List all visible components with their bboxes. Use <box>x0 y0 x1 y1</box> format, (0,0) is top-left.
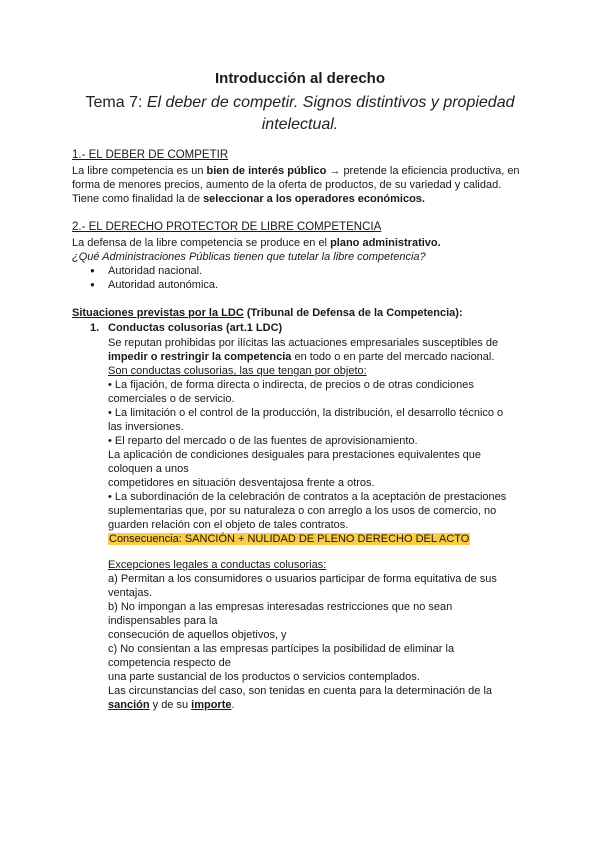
consequence-line <box>108 532 470 546</box>
exception-line: indispensables para la <box>108 615 218 627</box>
section2-line1: La defensa de la libre competencia se produce en el plano administrativo. <box>72 237 441 249</box>
document-title: Introducción al derecho <box>214 70 386 87</box>
section2-heading: 2.- EL DERECHO PROTECTOR DE LIBRE COMPETENCIA <box>72 221 382 233</box>
item-title: Conductas colusorias (art.1 LDC) <box>108 322 283 334</box>
exception-line: consecución de aquellos objetivos, y <box>108 629 287 641</box>
exception-line: b) No impongan a las empresas interesadas restricciones que no sean <box>108 601 453 613</box>
bullet-line: comerciales o de servicio. <box>108 393 235 405</box>
bullet-line: La aplicación de condiciones desiguales para prestaciones equivalentes que <box>108 449 482 461</box>
list-item: ● Autoridad nacional. <box>108 264 202 278</box>
bullet-line: coloquen a unos <box>108 463 189 475</box>
document-subtitle <box>60 92 540 136</box>
consequence-highlight: Consecuencia: SANCIÓN + NULIDAD DE PLENO DERECHO DEL ACTO <box>109 533 470 545</box>
subtitle-italic-2: intelectual. <box>261 116 339 133</box>
section1-line3: Tiene como finalidad la de seleccionar a los operadores económicos. <box>72 193 425 205</box>
section2-question: ¿Qué Administraciones Públicas tienen que tutelar la libre competencia? <box>72 251 426 263</box>
bullet-line: las inversiones. <box>108 421 184 433</box>
section1-line1: La libre competencia es un bien de interés público → pretende la eficiencia productiva, en <box>72 165 520 177</box>
subtitle-prefix: Tema 7: <box>85 94 147 111</box>
section1-heading: 1.- EL DEBER DE COMPETIR <box>72 149 229 161</box>
bullet-line: guarden relación con el objeto de tales contratos. <box>108 519 349 531</box>
section3-heading: Situaciones previstas por la LDC (Tribunal de Defensa de la Competencia): <box>72 307 463 319</box>
section1-line2: forma de menores precios, aumento de la oferta de productos, de su variedad y calidad. <box>72 179 502 191</box>
para-line: Se reputan prohibidas por ilícitas las actuaciones empresariales susceptibles de <box>108 337 499 349</box>
exception-line: c) No consientan a las empresas partícipes la posibilidad de eliminar la <box>108 643 455 655</box>
bullet-line: competidores en situación desventajosa frente a otros. <box>108 477 375 489</box>
exceptions-heading: Excepciones legales a conductas colusorias: <box>108 559 327 571</box>
bullet-line: suplementarias que, por su naturaleza o con arreglo a los usos de comercio, no <box>108 505 497 517</box>
bullet-line: • El reparto del mercado o de las fuentes de aprovisionamiento. <box>108 435 418 447</box>
item-number: 1. <box>90 322 100 334</box>
final-line: Las circunstancias del caso, son tenidas en cuenta para la determinación de la <box>108 685 493 697</box>
subtitle-italic-1: El deber de competir. Signos distintivos y propiedad <box>146 94 515 111</box>
bullet-line: • La fijación, de forma directa o indirecta, de precios o de otras condiciones <box>108 379 474 391</box>
para-line: impedir o restringir la competencia en todo o en parte del mercado nacional. <box>108 351 495 363</box>
exception-line: competencia respecto de <box>108 657 231 669</box>
exception-line: ventajas. <box>108 587 153 599</box>
bullet-line: • La limitación o el control de la producción, la distribución, el desarrollo técnico o <box>108 407 504 419</box>
bullet-line: • La subordinación de la celebración de contratos a la aceptación de prestaciones <box>108 491 507 503</box>
list-item: ● Autoridad autonómica. <box>108 278 218 292</box>
para-line: Son conductas colusorias, las que tengan por objeto: <box>108 365 367 377</box>
exception-line: a) Permitan a los consumidores o usuarios participar de forma equitativa de sus <box>108 573 497 585</box>
exception-line: una parte sustancial de los productos o servicios contemplados. <box>108 671 420 683</box>
final-line: sanción y de su importe. <box>108 699 235 711</box>
